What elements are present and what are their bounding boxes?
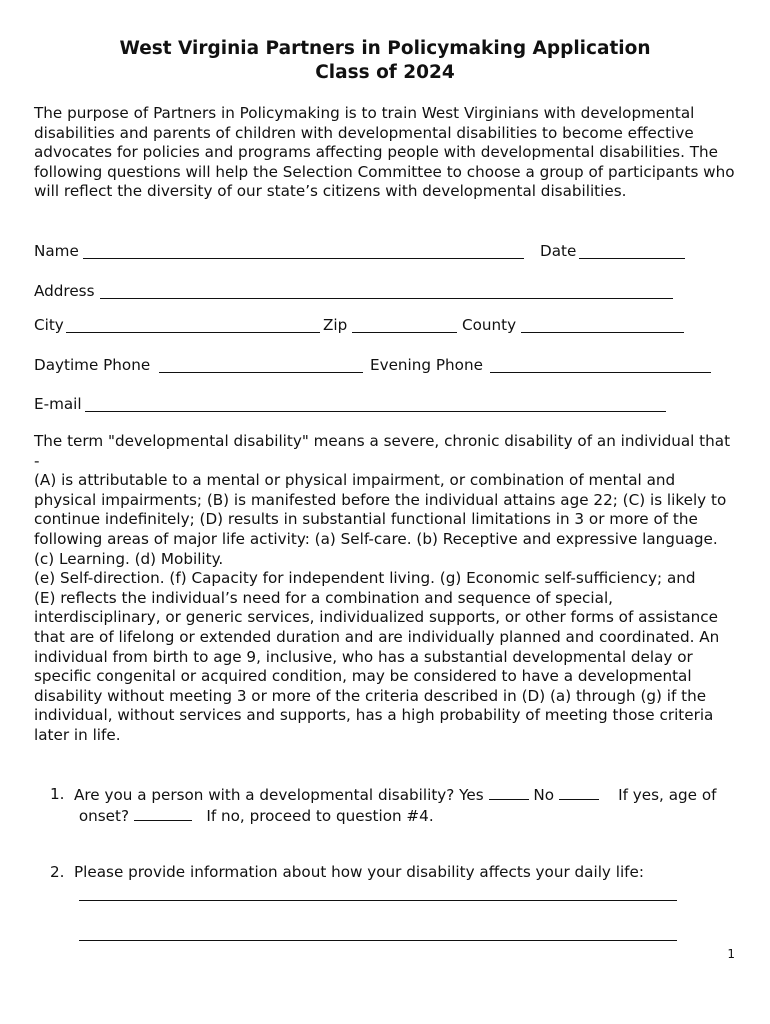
city-label: City — [34, 316, 64, 334]
email-row — [34, 393, 694, 415]
yes-label: Yes — [459, 786, 484, 804]
city-field[interactable] — [66, 332, 320, 333]
question-2 — [50, 863, 740, 885]
name-date-row — [34, 240, 694, 262]
definition-intro: The term "developmental disability" means a severe, chronic disability of an individual that - — [34, 432, 731, 470]
definition-criteria-e-g: (e) Self-direction. (f) Capacity for independent living. (g) Economic self-sufficiency; and — [34, 569, 696, 588]
if-yes-label: If yes, age of — [618, 786, 717, 804]
title-line-1: West Virginia Partners in Policymaking Application — [119, 38, 651, 59]
onset-blank[interactable] — [134, 806, 192, 821]
definition-criteria-e: (E) reflects the individual’s need for a combination and sequence of special, interdisciplinary, or generic services, individualized supports, or other forms of assistance that are of lifelong or extended duration and are individually planned and coordinated. An individual from birth to age 9, inclusive, who has a substantial developmental delay or specific congenital or acquired condition, may be considered to have a developmental disability without meeting 3 or more of the criteria described in (D) (a) through (g) if the individual, without services and supports, has a high probability of meeting those criteria later in life. — [34, 588, 720, 744]
question-2-answer-line-1[interactable] — [79, 900, 677, 901]
question-2-number: 2. — [50, 863, 65, 881]
intro-paragraph: The purpose of Partners in Policymaking is to train West Virginians with developmental disabilities and parents of children with developmental disabilities to become effective advocates for policies and programs affecting people with developmental disabilities. The following questions will help the Selection Committee to choose a group of participants who will reflect the diversity of our state’s citizens with developmental disabilities. — [34, 104, 735, 201]
zip-field[interactable] — [352, 332, 457, 333]
yes-blank[interactable] — [489, 785, 529, 800]
daytime-phone-field[interactable] — [159, 372, 363, 373]
county-label: County — [462, 316, 517, 334]
evening-phone-label: Evening Phone — [370, 356, 483, 374]
if-no-label: If no, proceed to question #4. — [206, 806, 434, 825]
definition-block — [34, 432, 739, 746]
date-label: Date — [540, 242, 577, 260]
date-field[interactable] — [579, 258, 685, 259]
page-number: 1 — [727, 947, 735, 961]
name-field[interactable] — [83, 258, 524, 259]
title-line-2: Class of 2024 — [315, 62, 455, 83]
question-1-text-block — [74, 785, 734, 826]
onset-label: onset? — [78, 806, 130, 825]
question-1 — [50, 785, 740, 847]
name-label: Name — [34, 242, 79, 260]
city-zip-county-row — [34, 314, 694, 336]
question-2-text: Please provide information about how your disability affects your daily life: — [74, 863, 644, 881]
no-label: No — [533, 786, 554, 804]
definition-criteria-a-d: (A) is attributable to a mental or physical impairment, or combination of mental and physical impairments; (B) is manifested before the individual attains age 22; (C) is likely to continue indefinitely; (D) results in substantial functional limitations in 3 or more of the following areas of major life activity: (a) Self-care. (b) Receptive and expressive language. (c) Learning. (d) Mobility. — [34, 471, 727, 568]
question-1-number: 1. — [50, 785, 65, 803]
question-1-text: Are you a person with a developmental disability? — [74, 786, 455, 804]
evening-phone-field[interactable] — [490, 372, 711, 373]
email-field[interactable] — [85, 411, 666, 412]
county-field[interactable] — [521, 332, 684, 333]
phone-row — [34, 354, 724, 376]
question-2-answer-line-2[interactable] — [79, 940, 677, 941]
page-title — [0, 37, 770, 85]
daytime-phone-label: Daytime Phone — [34, 356, 151, 374]
no-blank[interactable] — [559, 785, 599, 800]
zip-label: Zip — [323, 316, 348, 334]
address-label: Address — [34, 282, 95, 300]
address-field[interactable] — [100, 298, 673, 299]
address-row — [34, 280, 694, 302]
email-label: E-mail — [34, 395, 82, 413]
